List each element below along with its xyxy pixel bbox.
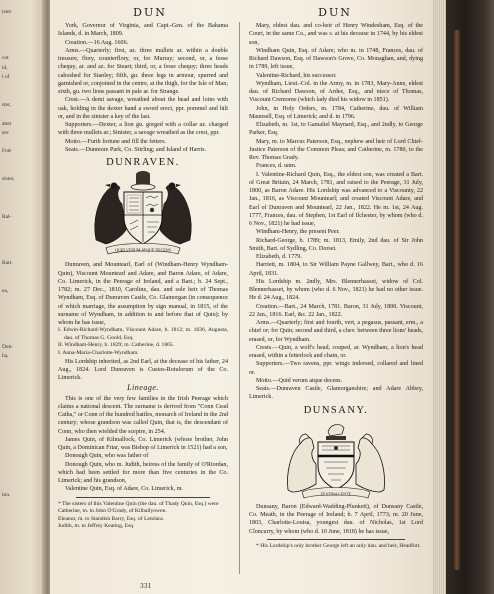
left-page-line [2,278,44,287]
issue-item: I. Edwin-Richard-Wyndham, Viscount Adare, b. 1812; m. 1836, Augusta, dau. of Thomas G. Goold, Esq. [58,327,228,341]
left-page-line [2,27,44,36]
quin-paragraph: I. Valentine-Richard Quin, Esq., the eldest son, was created a Bart. of Great Britain, 24 March, 1781, and raised to the Peerage, 31 July, 1800, as Baron Adare. His Lordship was advanced to a Viscounty, 22 Jan., 1816, as Viscount Mountearl; and created Viscount Adare, and Earl of Dunraven and Mountearl, 22 Jan., 1822. He m. 1st, 24 Aug. 1777, Frances, dau. of Stephen, 1st Earl of Ilchester, by whom (who d. 6 Nov., 1821) he had issue, [249,171,423,227]
dunmore-paragraph: Seats.—Dunmore Park, Co. Stirling; and Island of Harris. [65,146,206,153]
left-page-line [2,398,44,407]
left-page-line [2,380,44,389]
footnote-line: * The sisters of this Valentine Quin (the dau. of Thady Quin, Esq.) were [58,500,219,507]
left-page-line [2,231,44,240]
left-page-line [2,482,44,491]
dunmore-paragraph: Supporters.—Dexter, a lion gu. gorged with a collar az. charged with three mullets ar.; Sinister, a savage wreathed as the crest, ppr. [58,122,228,137]
quin-lineage-continuation [249,22,423,402]
left-page-line [2,445,44,454]
quin-paragraph: Creation.—Bart., 24 March, 1781. Baron, 31 July, 1800. Viscount, 22 Jan., 1816. Earl, &c. 22 Jan., 1822. [249,303,423,318]
left-page-line [2,138,44,147]
page-edges [433,0,447,594]
lineage-paragraph: This is one of the very few families in the Irish Peerage which claims a national descent. The surname is derived from "Conn Cead Catha," or Conn of the hundred battles, monarch of Ireland in the 2nd century; whose grandson was called Quin, that is, the descendant of Conn, who then wielded the sceptre, in 254. [58,395,228,435]
left-page-line [2,222,44,231]
quin-paragraph: Motto.—Quid verum atque decens. [256,377,343,384]
left-page-line: id, [2,64,8,71]
dunsany-footnote: * His Lordship's only brother George left an only dau. and heir, Headfort. [256,542,421,549]
quin-paragraph: Wyndham, Lieut.-Col. in the Army, m. in 1783, Mary-Anne, eldest dau. of Richard Dawson, of Ardee, Esq., and niece of Thomas, Viscount Cremorne (which lady died his widow in 1851). [249,80,423,104]
left-page-line [2,464,44,473]
left-page-line [2,36,44,45]
left-page-line [2,333,44,342]
book-cover [446,0,494,594]
column-divider [239,22,240,574]
page-number: 331 [140,583,152,590]
left-page-line: Dun- [2,343,14,350]
lineage-paragraph: Donough Quin, who was father of [65,453,149,460]
quin-paragraph: Valentine-Richard, his successor. [256,72,337,79]
dunmore-continuation [58,22,228,154]
quin-paragraph: Crests.—Quin, a wolf's head, couped, ar. Wyndham, a lion's head erased, within a fetterlock and chain, or. [249,344,423,359]
issue-item: I. Anna-Maria-Charlotte-Wyndham. [58,350,139,357]
section-title-dunsany: DUNSANY. [303,404,369,416]
footnote-line: Judith, m. to Jeffrey Keating, Esq. [58,523,135,530]
dunmore-paragraph: Crest.—A demi savage, wreathed about the head and loins with oak, holding in the dexter hand a sword erect, ppr. pommel and hilt or, and in the sinister a key of the last. [58,97,228,120]
left-page-line [2,306,44,315]
left-page-line [2,45,44,54]
dunraven-issue-list [58,327,228,357]
column-left [58,22,228,578]
left-page-line [2,389,44,398]
dunmore-paragraph: Motto.—Furth fortune and fill the fetters. [65,138,167,145]
left-page-line: Bart. [2,260,13,267]
running-head-right: DUN [318,6,352,19]
left-page-line: ea, [2,287,9,294]
open-page [50,0,435,594]
quin-paragraph: Elizabeth, m. 1st, to Gamaliel Maynard, Esq., and 2ndly, to George Parker, Esq. [249,122,423,137]
left-page-line [2,157,44,166]
quin-paragraph: Mary, m. to Marcus Paterson, Esq., nephew and heir of Lord Chief-Justice Paterson of the Common Pleas; and Catherine, m. 1780, to the Rev. Thomas Grady. [249,138,423,161]
quin-paragraph: Frances, d. unm. [256,163,297,170]
left-page-line: ton. [2,492,11,499]
dunmore-paragraph: Creation.—16 Aug. 1606. [65,39,129,46]
left-facing-page [0,0,44,594]
left-page-line [2,417,44,426]
left-page-line: sister, [2,176,15,183]
footnote-rule [76,497,210,498]
dunraven-entry: Dunraven, and Mountearl, Earl of (Windham-Henry Wyndham-Quin), Viscount Mountearl and Adare, and Baron Adare, of Adare, Co. Limerick, in the Peerage of Ireland, and a Bart.; b. 24 Sept., 1782; m. 27 Dec., 1810, Caroline, dau. and sole heir of Thomas Wyndham, Esq. of Dunraven Castle, Co. Glamorgan (in consequence of which marriage, the assumption by sign manual, in 1815, of the surname of Wyndham, in addition to and before that of Quin); by whom he has issue, [58,262,228,326]
dunraven-arms-icon [88,170,198,258]
section-title-dunraven: DUNRAVEN. [106,157,180,168]
left-page-line: l of [2,74,10,81]
left-page-line: ere [2,129,9,136]
left-page-line [2,82,44,91]
left-page-line: ha, [2,352,9,359]
left-page-line: atter [2,120,12,127]
footnote-line: Eleanor, m. to Standish Barry, Esq. of Lemlara. [58,515,164,522]
left-page-line [2,436,44,445]
quin-paragraph: Elizabeth, d. 1779. [256,254,302,260]
left-page-line [2,473,44,482]
lineage-heading: Lineage. [127,383,159,393]
dunmore-paragraph: Arms.—Quarterly; first, az. three mullets ar. within a double tressure, flory, counterflory, or, for Murray; second, or, a fesse chequy, ar. and az. for Stuart; third, or, a fesse chequy; three heads caboshed for Stanley; fifth, gu. three legs in armour, spurred and garnished or, conjoined in the centre, at the thigh, for the Isle of Man; sixth, gu. two lions passant in pale ar. for Strange. [58,47,228,95]
quin-paragraph: Windham-Henry, the present Peer. [256,229,340,236]
left-page-line [2,250,44,259]
left-page-line [2,240,44,249]
left-page-line [2,203,44,212]
left-page-line [2,166,44,175]
quin-paragraph: Harriett, m. 1804, to Sir William Payne Gallwey, Bart., who d. 16 April, 1831. [249,262,423,277]
left-page-line [2,324,44,333]
left-page-line [2,454,44,463]
lineage-paragraph: Donough Quin, who m. Judith, heiress of the family of O'Riordan, which had been settled for more than five centuries in the Co. Limerick; and his grandson, [58,461,228,485]
quin-paragraph: Mary, eldest dau. and co-heir of Henry Windesham, Esq. of the Court, in the same Co., and was s. at his decease in 1744, by his eldest son, [249,23,423,46]
footnote-rule-right [267,539,405,540]
dunsany-arms-icon [278,418,394,500]
quin-paragraph: John, in Holy Orders, m. 1784, Catherine, dau. of William Maunsell, Esq. of Limerick; and d. in 1796. [249,105,423,120]
issue-item: II. Windham-Henry, b. 1829; m. Catherine, d. 1865. [58,342,175,349]
dunraven-after-issue: His Lordship inherited, as 2nd Earl, at the decease of his father, 24 Aug., 1824. Lord Dunraven is Custos-Rotulorum of the Co. Limerick. [58,358,228,382]
left-page-line: ister [2,9,12,15]
left-page-line: ster, [2,101,11,108]
left-page-line [2,361,44,370]
dunsany-entry: Dunsany, Baron (Edward-Wadding-Plunkett), of Dunsany Castle, Co. Meath, in the Peerage of Ireland; b. 7 April, 1773; m. 20 June, 1803, Charlotte-Louisa, youngest dau. of Nicholas, 1st Lord Cloncurry, by whom (who d. 10 June, 1818) he has issue, [249,503,423,535]
footnote-block [58,501,228,531]
quin-paragraph: Seats.—Dunraven Castle, Glamorganshire; and Adare Abbey, Limerick. [249,386,423,401]
left-page-line [2,92,44,101]
quin-paragraph: Supporters.—Two ravens, ppr. wings indorsed, collared and lined or. [249,361,423,376]
running-head-left: DUN [133,6,167,19]
lineage-paragraph: Valentine Quin, Esq. of Adare, Co. Limerick, m. [65,486,183,493]
column-right [249,22,423,578]
dunsany-motto: FESTINA LENTE [321,491,351,497]
left-page-line: Fod- [2,148,13,155]
left-page-line [2,17,44,26]
left-page-line [2,426,44,435]
left-page-line [2,110,44,119]
left-page-line [2,268,44,277]
footnote-line: Catherine, m. to John O'Grady, of Kilballyowen. [58,508,167,515]
quin-paragraph: Richard-George, b. 1789; m. 1813, Emily, 2nd dau. of Sir John Smith, Bart. of Sydling, Co. Dorset. [249,237,423,252]
left-page-line: cot [2,55,9,62]
left-page-text-fragments [0,0,44,501]
left-page-line [2,408,44,417]
left-page-line [2,194,44,203]
lineage-text [58,395,228,494]
left-page-line [2,185,44,194]
left-page-line [2,315,44,324]
dunmore-paragraph: York, Governor of Virginia, and Capt.-Gen. of the Bahama Islands, d. in March, 1809. [58,23,228,38]
left-page-line [2,371,44,380]
left-page-line [2,296,44,305]
lineage-paragraph: James Quin, of Kilmallock, Co. Limerick (whose brother, John Quin, a Dominican Friar, was Bishop of Limerick in 1521) had a son, [58,436,228,452]
dunraven-motto: QUID VERUM ATQUE DECENS [115,247,171,253]
left-page-line: Ral- [2,213,12,220]
quin-paragraph: His Lordship m. 2ndly, Mrs. Blennerhasset, widow of Col. Blennerhasset, by whom (who d. 6 Nov., 1821) he had no other issue. He d. 24 Aug., 1824. [249,278,423,302]
quin-paragraph: Windham Quin, Esq. of Adare; who m. in 1748, Frances, dau. of Richard Dawson, Esq. of Dawson's Grove, Co. Monaghan, and, dying in 1789, left issue, [249,47,423,71]
quin-paragraph: Arms.—Quarterly; first and fourth, vert, a pegasus, passant, erm., a chief or; for Quin; second and third, a chev. between three lions' heads, erased, or, for Wyndham. [249,320,423,343]
